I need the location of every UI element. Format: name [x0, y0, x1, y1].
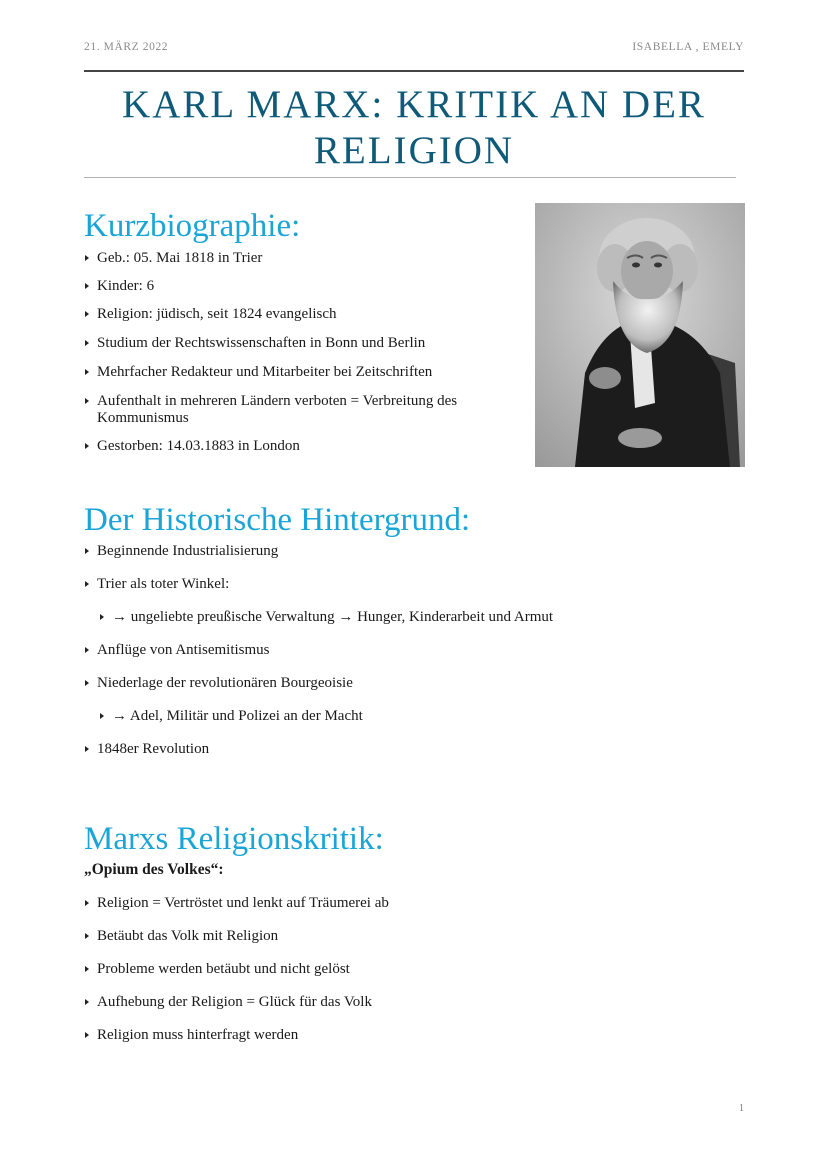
list-item: Gestorben: 14.03.1883 in London	[84, 438, 514, 455]
list-item: Geb.: 05. Mai 1818 in Trier	[84, 250, 514, 267]
page-title	[84, 82, 744, 174]
critique-list	[84, 895, 684, 1044]
critique-subheading: „Opium des Volkes“:	[84, 861, 224, 878]
list-item: → Adel, Militär und Polizei an der Macht	[99, 708, 684, 725]
header-divider	[84, 70, 744, 72]
page-title-line-2: RELIGION	[313, 129, 515, 172]
list-item: Religion: jüdisch, seit 1824 evangelisch	[84, 306, 514, 323]
history-list	[84, 543, 684, 758]
list-item: Trier als toter Winkel:	[84, 576, 684, 593]
karl-marx-portrait-image	[535, 203, 745, 467]
title-divider	[84, 177, 736, 178]
section-heading-history: Der Historische Hintergrund:	[84, 502, 471, 538]
list-item: Aufhebung der Religion = Glück für das Volk	[84, 994, 684, 1011]
list-item: Religion muss hinterfragt werden	[84, 1027, 684, 1044]
header-date: 21. MÄRZ 2022	[84, 41, 169, 53]
list-item: Kinder: 6	[84, 278, 514, 295]
list-item: 1848er Revolution	[84, 741, 684, 758]
section-heading-biography: Kurzbiographie:	[84, 208, 301, 244]
list-item: Anflüge von Antisemitismus	[84, 642, 684, 659]
biography-list	[84, 250, 514, 455]
list-item: Religion = Vertröstet und lenkt auf Träumerei ab	[84, 895, 684, 912]
header-authors: ISABELLA , EMELY	[632, 41, 744, 53]
list-item: Studium der Rechtswissenschaften in Bonn und Berlin	[84, 335, 514, 352]
list-item: Niederlage der revolutionären Bourgeoisie	[84, 675, 684, 692]
list-item: Beginnende Industrialisierung	[84, 543, 684, 560]
page-title-line-1: KARL MARX: KRITIK AN DER	[122, 83, 706, 126]
section-heading-critique: Marxs Religionskritik:	[84, 821, 384, 857]
list-item: Aufenthalt in mehreren Ländern verboten = Verbreitung des Kommunismus	[84, 393, 514, 427]
list-item: → ungeliebte preußische Verwaltung → Hunger, Kinderarbeit und Armut	[99, 609, 684, 626]
list-item: Probleme werden betäubt und nicht gelöst	[84, 961, 684, 978]
list-item: Mehrfacher Redakteur und Mitarbeiter bei Zeitschriften	[84, 364, 514, 381]
page-number: 1	[739, 1103, 744, 1114]
list-item: Betäubt das Volk mit Religion	[84, 928, 684, 945]
